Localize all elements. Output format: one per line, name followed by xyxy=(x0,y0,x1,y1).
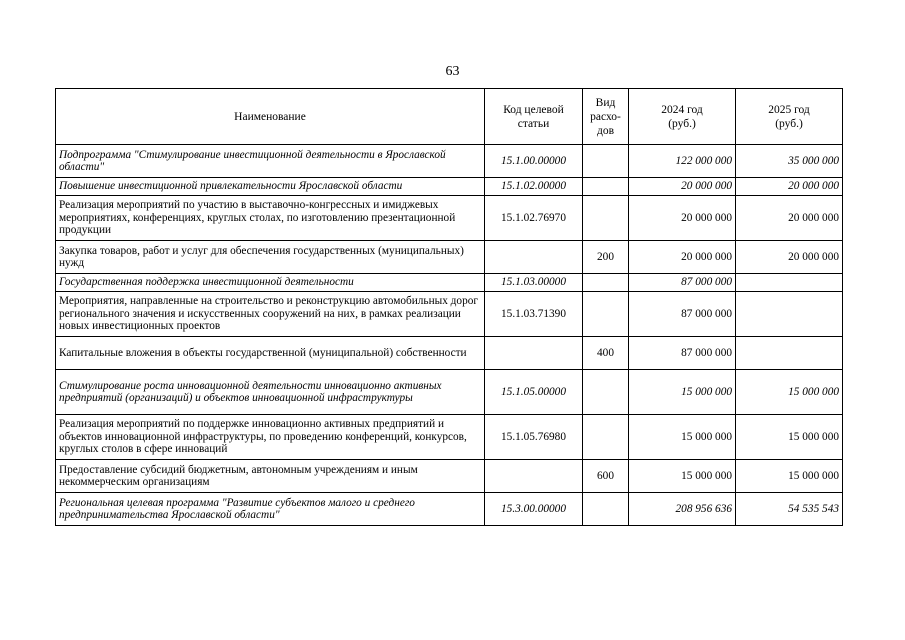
row-code xyxy=(485,241,583,274)
header-2025 xyxy=(736,89,843,145)
row-expense-type xyxy=(583,493,629,526)
row-2024: 122 000 000 xyxy=(629,145,736,178)
table-row xyxy=(56,493,843,526)
row-2025: 15 000 000 xyxy=(736,460,843,493)
table-row xyxy=(56,241,843,274)
row-expense-type: 200 xyxy=(583,241,629,274)
header-type-line1: Вид xyxy=(595,96,616,109)
row-2024: 15 000 000 xyxy=(629,415,736,460)
table-row xyxy=(56,196,843,241)
row-expense-type xyxy=(583,370,629,415)
row-2025 xyxy=(736,274,843,292)
header-type-line2: расхо- xyxy=(590,110,621,123)
row-2024: 20 000 000 xyxy=(629,178,736,196)
row-expense-type xyxy=(583,178,629,196)
row-name: Региональная целевая программа "Развитие субъектов малого и среднего предпринимательства Ярославской области" xyxy=(56,493,485,526)
table-row xyxy=(56,292,843,337)
header-2025-line1: 2025 год xyxy=(768,103,810,116)
header-type-line3: дов xyxy=(596,124,615,137)
row-2024: 87 000 000 xyxy=(629,292,736,337)
header-2024 xyxy=(629,89,736,145)
row-name: Мероприятия, направленные на строительство и реконструкцию автомобильных дорог регионального значения и искусственных сооружений на них, в рамках реализации новых инвестиционных проектов xyxy=(56,292,485,337)
header-expense-type xyxy=(583,89,629,145)
row-code: 15.1.03.71390 xyxy=(485,292,583,337)
row-2025: 54 535 543 xyxy=(736,493,843,526)
row-2024: 208 956 636 xyxy=(629,493,736,526)
budget-table xyxy=(55,88,843,526)
row-name: Реализация мероприятий по поддержке инновационно активных предприятий и объектов инновационной инфраструктуры, по проведению конференций, конкурсов, круглых столов в сфере инноваций xyxy=(56,415,485,460)
row-expense-type xyxy=(583,292,629,337)
table-row xyxy=(56,415,843,460)
header-code-line1: Код целевой xyxy=(503,103,564,116)
row-code xyxy=(485,337,583,370)
row-expense-type: 400 xyxy=(583,337,629,370)
header-name: Наименование xyxy=(56,89,485,145)
row-expense-type xyxy=(583,196,629,241)
row-name: Подпрограмма "Стимулирование инвестиционной деятельности в Ярославской области" xyxy=(56,145,485,178)
row-code: 15.1.03.00000 xyxy=(485,274,583,292)
row-name: Капитальные вложения в объекты государственной (муниципальной) собственности xyxy=(56,337,485,370)
table-row xyxy=(56,274,843,292)
row-code: 15.1.00.00000 xyxy=(485,145,583,178)
header-2024-line2: (руб.) xyxy=(668,117,696,130)
row-name: Реализация мероприятий по участию в выставочно-конгрессных и имиджевых мероприятиях, конференциях, круглых столах, по изготовлению презентационной продукции xyxy=(56,196,485,241)
header-2025-line2: (руб.) xyxy=(775,117,803,130)
row-2025 xyxy=(736,292,843,337)
row-2025: 20 000 000 xyxy=(736,178,843,196)
row-expense-type: 600 xyxy=(583,460,629,493)
row-2025: 15 000 000 xyxy=(736,415,843,460)
row-2024: 15 000 000 xyxy=(629,460,736,493)
row-name: Стимулирование роста инновационной деятельности инновационно активных предприятий (организаций) и объектов инновационной инфраструктуры xyxy=(56,370,485,415)
table-header-row xyxy=(56,89,843,145)
row-2025: 20 000 000 xyxy=(736,196,843,241)
row-name: Предоставление субсидий бюджетным, автономным учреждениям и иным некоммерческим организациям xyxy=(56,460,485,493)
row-2024: 87 000 000 xyxy=(629,337,736,370)
row-name: Повышение инвестиционной привлекательности Ярославской области xyxy=(56,178,485,196)
row-code: 15.3.00.00000 xyxy=(485,493,583,526)
row-expense-type xyxy=(583,274,629,292)
row-2025: 20 000 000 xyxy=(736,241,843,274)
row-2025: 15 000 000 xyxy=(736,370,843,415)
table-row xyxy=(56,337,843,370)
row-2024: 15 000 000 xyxy=(629,370,736,415)
header-code-line2: статьи xyxy=(517,117,550,130)
row-code xyxy=(485,460,583,493)
table-row xyxy=(56,460,843,493)
row-expense-type xyxy=(583,415,629,460)
row-name: Государственная поддержка инвестиционной деятельности xyxy=(56,274,485,292)
row-2024: 20 000 000 xyxy=(629,241,736,274)
page-number: 63 xyxy=(445,64,460,79)
table-row xyxy=(56,178,843,196)
row-expense-type xyxy=(583,145,629,178)
row-name: Закупка товаров, работ и услуг для обеспечения государственных (муниципальных) нужд xyxy=(56,241,485,274)
row-code: 15.1.02.76970 xyxy=(485,196,583,241)
table-row xyxy=(56,370,843,415)
row-2024: 87 000 000 xyxy=(629,274,736,292)
row-2025: 35 000 000 xyxy=(736,145,843,178)
row-code: 15.1.05.76980 xyxy=(485,415,583,460)
row-2024: 20 000 000 xyxy=(629,196,736,241)
row-2025 xyxy=(736,337,843,370)
row-code: 15.1.02.00000 xyxy=(485,178,583,196)
table-row xyxy=(56,145,843,178)
header-code xyxy=(485,89,583,145)
row-code: 15.1.05.00000 xyxy=(485,370,583,415)
header-2024-line1: 2024 год xyxy=(661,103,703,116)
